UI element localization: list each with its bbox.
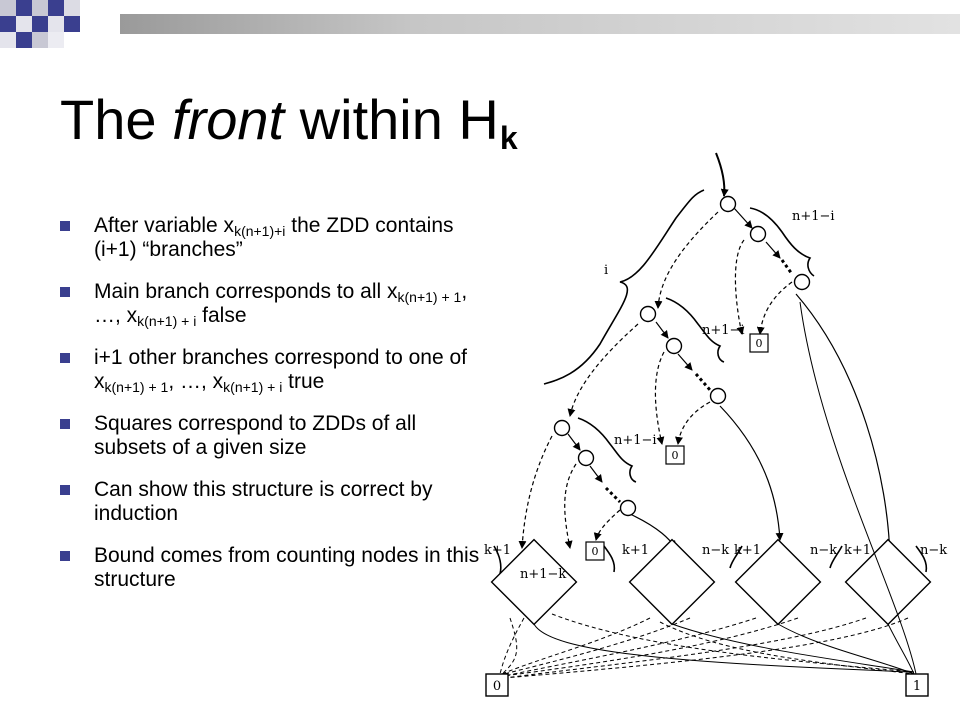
bullet-text: false — [196, 304, 247, 327]
svg-text:n−k: n−k — [920, 543, 948, 558]
braces — [494, 190, 926, 574]
bullet-text: Squares correspond to ZDDs of all subsets of a given size — [94, 412, 417, 459]
bullet-item — [60, 544, 480, 592]
bullet-text: Main branch corresponds to all x — [94, 280, 398, 303]
terminal-zero — [486, 674, 508, 696]
svg-text:0: 0 — [755, 337, 763, 350]
header-decoration — [0, 0, 960, 50]
bullet-text: true — [282, 370, 325, 393]
bullet-square-icon — [60, 287, 70, 297]
bullet-square-icon — [60, 221, 70, 231]
title-subscript: k — [499, 120, 518, 156]
bullet-subscript: k(n+1) + 1 — [104, 379, 169, 395]
bullet-subscript: k(n+1) + i — [137, 313, 197, 329]
svg-text:i: i — [604, 263, 609, 278]
bullet-subscript: k(n+1) + i — [223, 379, 283, 395]
terminal-edges — [500, 302, 916, 678]
svg-text:k+1: k+1 — [622, 543, 650, 558]
svg-text:k+1: k+1 — [484, 543, 512, 558]
bullet-text: the ZDD contains (i+1) “branches” — [94, 214, 454, 261]
bullet-item — [60, 214, 480, 262]
svg-text:n+1−i: n+1−i — [792, 209, 835, 224]
middle-chain — [570, 322, 780, 540]
bullet-square-icon — [60, 551, 70, 561]
slide-title: The front within $H_k$ — [60, 88, 518, 156]
bullet-item — [60, 280, 480, 328]
decision-nodes — [555, 197, 810, 516]
bullet-list — [60, 214, 480, 610]
svg-text:n+1−i: n+1−i — [702, 323, 745, 338]
lower-chain — [522, 434, 676, 548]
bullet-text: i+1 other branches correspond to one of x — [94, 346, 467, 393]
bullet-text: Can show this structure is correct by induction — [94, 478, 433, 525]
svg-text:n−k: n−k — [702, 543, 730, 558]
bullet-text: , …, x — [94, 280, 468, 327]
bullet-text: After variable x — [94, 214, 235, 237]
zdd-front-diagram — [480, 148, 960, 708]
svg-text:k+1: k+1 — [844, 543, 872, 558]
title-emphasis: front — [172, 88, 285, 151]
bullet-text: , …, x — [168, 370, 224, 393]
bullet-item — [60, 346, 480, 394]
svg-text:1: 1 — [912, 679, 922, 694]
svg-text:n+1−k: n+1−k — [520, 567, 567, 582]
bullet-square-icon — [60, 353, 70, 363]
top-chain — [658, 208, 890, 558]
bullet-item — [60, 478, 480, 526]
svg-text:0: 0 — [591, 545, 599, 558]
svg-text:n−k: n−k — [810, 543, 838, 558]
svg-text:n+1−i: n+1−i — [614, 433, 657, 448]
bullet-square-icon — [60, 485, 70, 495]
bullet-subscript: k(n+1)+i — [234, 223, 286, 239]
svg-text:0: 0 — [492, 679, 502, 694]
terminal-one — [906, 674, 928, 696]
bullet-subscript: k(n+1) + 1 — [397, 289, 462, 305]
svg-text:k+1: k+1 — [734, 543, 762, 558]
bullet-item — [60, 412, 480, 460]
entry-arrow — [716, 153, 724, 196]
bullet-square-icon — [60, 419, 70, 429]
svg-text:0: 0 — [671, 449, 679, 462]
bullet-text: Bound comes from counting nodes in this structure — [94, 544, 480, 591]
